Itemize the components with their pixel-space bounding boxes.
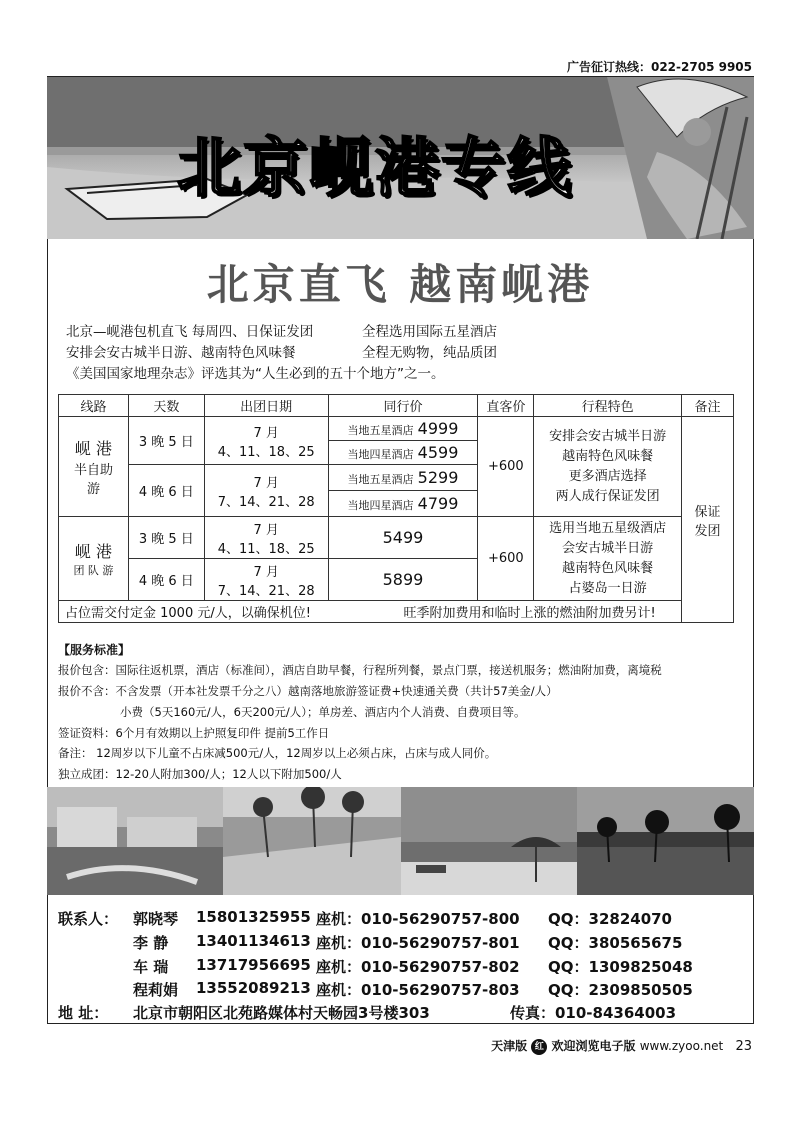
service-heading: 【服务标准】 [58,643,131,657]
service-line: 备注： 12周岁以下儿童不占床减500元/人，12周岁以上必须占床，占床与成人同价。 [58,746,497,760]
table-header-row [59,395,734,417]
beach-palm-photo [223,787,401,895]
contact-mobile: 13717956695 [196,956,311,974]
price-cell: 5499 [328,517,478,559]
note-cell: 保证 发团 [682,417,734,623]
sunset-photo [577,787,754,895]
contact-qq: QQ：32824070 [548,910,672,928]
col-header: 行程特色 [534,395,682,417]
contact-mobile: 13552089213 [196,979,311,997]
beach-umbrella-photo [401,787,577,895]
contact-qq: QQ：1309825048 [548,958,693,976]
route-cell: 岘 港 半自助 游 [59,417,129,517]
col-header: 备注 [682,395,734,417]
price-cell: 5899 [328,559,478,601]
direct-price-cell: +600 [478,517,534,601]
table-footer-row [59,601,734,623]
banner-title: 北京岘港专线 [177,131,573,206]
days-cell: 4 晚 6 日 [128,559,204,601]
subtitle: 北京直飞 越南岘港 [206,260,594,309]
service-line: 小费（5天160元/人，6天200元/人）；单房差、酒店内个人消费、自费项目等。 [120,705,526,719]
price-cell: 当地四星酒店 4599 [328,441,478,465]
contact-name: 程莉娟 [133,981,179,999]
table-row [59,417,734,441]
photo-strip [47,787,754,895]
features-cell: 安排会安古城半日游 越南特色风味餐 更多酒店选择 两人成行保证发团 [534,417,682,517]
days-cell: 3 晚 5 日 [128,417,204,465]
table-footer: 占位需交付定金 1000 元/人，以确保机位! 旺季附加费用和临时上涨的燃油附加费另计! [59,601,682,623]
col-header: 直客价 [478,395,534,417]
contact-name: 车 瑞 [133,958,169,976]
dates-cell: 7 月 4、11、18、25 [204,517,328,559]
table-row [59,517,734,559]
service-line: 独立成团：12-20人附加300/人；12人以下附加500/人 [58,767,342,781]
ad-hotline: 广告征订热线：022-2705 9905 [566,60,752,74]
price-cell: 当地五星酒店 4999 [328,417,478,441]
dates-cell: 7 月 7、14、21、28 [204,465,328,517]
contact-tel: 座机：010-56290757-802 [316,958,520,976]
contact-mobile: 15801325955 [196,908,311,926]
dates-cell: 7 月 4、11、18、25 [204,417,328,465]
contact-tel: 座机：010-56290757-801 [316,934,520,952]
contact-qq: QQ：2309850505 [548,981,693,999]
intro-line-3: 《美国国家地理杂志》评选其为“人生必到的五十个地方”之一。 [66,366,445,382]
service-line: 报价包含：国际往返机票，酒店（标准间），酒店自助早餐，行程所列餐，景点门票，接送机服务；燃油附加费，离境税 [58,663,662,677]
contact-name: 李 静 [133,934,169,952]
route-cell: 岘 港 团 队 游 [59,517,129,601]
features-cell: 选用当地五星级酒店 会安古城半日游 越南特色风味餐 占婆岛一日游 [534,517,682,601]
col-header: 出团日期 [204,395,328,417]
col-header: 天数 [128,395,204,417]
service-line: 签证资料：6个月有效期以上护照复印件 提前5工作日 [58,726,330,740]
intro-line-1: 北京—岘港包机直飞 每周四、日保证发团 全程选用国际五星酒店 [66,324,497,340]
contact-name: 郭晓琴 [133,910,179,928]
days-cell: 3 晚 5 日 [128,517,204,559]
price-table [58,394,734,623]
contact-mobile: 13401134613 [196,932,311,950]
days-cell: 4 晚 6 日 [128,465,204,517]
col-header: 线路 [59,395,129,417]
contact-tel: 座机：010-56290757-800 [316,910,520,928]
service-line: 报价不含：不含发票（开本社发票千分之八）越南落地旅游签证费+快速通关费（共计57美金/人） [58,684,558,698]
contact-qq: QQ：380565675 [548,934,683,952]
price-cell: 当地五星酒店 5299 [328,465,478,491]
site-link[interactable]: www.zyoo.net [639,1039,724,1053]
page-footer: 天津版 红 欢迎浏览电子版 www.zyoo.net 23 [491,1039,752,1054]
dates-cell: 7 月 7、14、21、28 [204,559,328,601]
intro-line-2: 安排会安古城半日游、越南特色风味餐 全程无购物，纯品质团 [66,345,497,361]
address: 北京市朝阳区北苑路媒体村天畅园3号楼303 [133,1004,430,1022]
fax: 传真：010-84364003 [510,1004,677,1022]
edition-badge-icon: 红 [531,1039,547,1055]
col-header: 同行价 [328,395,478,417]
page-number: 23 [735,1039,752,1054]
price-cell: 当地四星酒店 4799 [328,491,478,517]
resort-photo [47,787,223,895]
direct-price-cell: +600 [478,417,534,517]
contact-tel: 座机：010-56290757-803 [316,981,520,999]
